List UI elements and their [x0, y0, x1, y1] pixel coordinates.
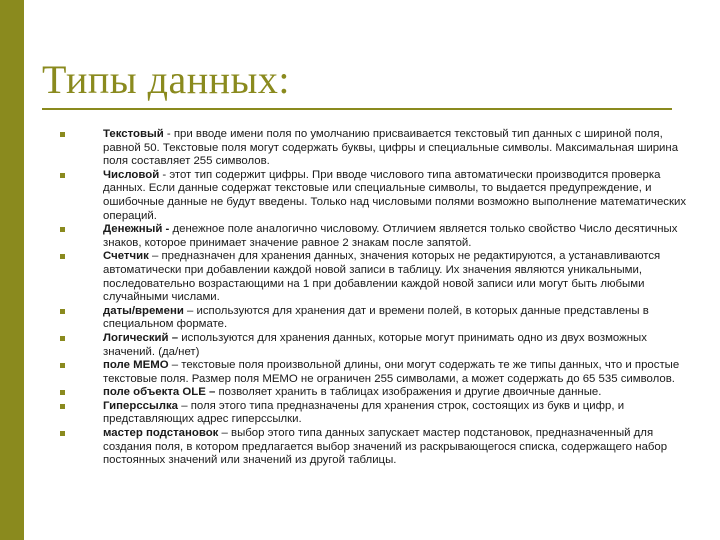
- square-bullet-icon: [60, 227, 65, 232]
- item-description: используются для хранения данных, которые могут принимать одно из двух возможных значений. (да/нет): [103, 331, 647, 358]
- item-term: Логический –: [103, 331, 179, 344]
- item-term: Денежный -: [103, 223, 170, 236]
- list-item-memo: [60, 359, 700, 386]
- square-bullet-icon: [60, 363, 65, 368]
- item-term: мастер подстановок: [103, 427, 219, 440]
- list-item-text: [60, 128, 700, 169]
- item-description: – текстовые поля произвольной длины, они могут содержать те же типы данных, что и простые текстовые поля. Размер поля МЕМО не ограничен 255 символами, а может содержать до 65 535 символов.: [103, 359, 680, 385]
- square-bullet-icon: [60, 132, 65, 137]
- item-description: позволяет хранить в таблицах изображения и другие двоичные данные.: [215, 386, 602, 399]
- square-bullet-icon: [60, 254, 65, 259]
- item-term: Текстовый: [103, 128, 164, 140]
- item-description: – поля этого типа предназначены для хранения строк, состоящих из букв и цифр, и представляющих адрес гиперссылки.: [103, 399, 625, 426]
- item-term: поле МЕМО: [103, 359, 169, 372]
- item-description: - этот тип содержит цифры. При вводе числового типа автоматически производится проверка данных. Если данные содержат текстовые или специальные символы, то выдается предупреждение, и ошибочные данные не будут введены. Только над числовыми полями возможно выполнение математических операций.: [103, 168, 687, 222]
- list-item-datetime: [60, 305, 700, 332]
- list-item-ole: [60, 386, 700, 400]
- list-item-lookup-wizard: [60, 427, 700, 468]
- list-item-number: [60, 169, 700, 223]
- item-description: – используются для хранения дат и времени полей, в которых данные представлены в специальном формате.: [103, 304, 649, 331]
- item-term: Счетчик: [103, 250, 149, 263]
- list-item-currency: [60, 223, 700, 250]
- square-bullet-icon: [60, 390, 65, 395]
- item-term: Гиперссылка: [103, 399, 179, 412]
- list-item-boolean: [60, 332, 700, 359]
- square-bullet-icon: [60, 336, 65, 341]
- item-term: поле объекта OLE –: [103, 386, 216, 399]
- list-item-hyperlink: [60, 400, 700, 427]
- square-bullet-icon: [60, 404, 65, 409]
- square-bullet-icon: [60, 309, 65, 314]
- slide-title: Типы данных:: [42, 57, 291, 102]
- item-description: денежное поле аналогично числовому. Отличием является только свойство Число десятичных знаков, которое принимает значение равное 2 знакам после запятой.: [103, 223, 678, 249]
- item-term: Числовой: [103, 168, 160, 181]
- side-accent-bar: [0, 0, 24, 540]
- title-underline: [42, 108, 672, 110]
- item-description: - при вводе имени поля по умолчанию присваивается текстовый тип данных с шириной поля, равной 50. Текстовые поля могут содержать буквы, цифры и специальные символы. Максимальная ширина поля составляет 255 символов.: [103, 128, 679, 168]
- item-description: – выбор этого типа данных запускает мастер подстановок, предназначенный для создания поля, в котором предлагается выбор значений из раскрывающегося списка, содержащего набор постоянных значений или значений из другой таблицы.: [103, 427, 668, 467]
- item-description: – предназначен для хранения данных, значения которых не редактируются, а устанавливаются автоматически при добавлении каждой новой записи в таблицу. Их значения являются уникальными, последовательно возрастающими на 1 при добавлении каждой новой записи или могут быть любыми случайными числами.: [103, 250, 661, 304]
- square-bullet-icon: [60, 431, 65, 436]
- square-bullet-icon: [60, 173, 65, 178]
- item-term: даты/времени: [103, 304, 184, 317]
- list-item-counter: [60, 250, 700, 304]
- data-types-list: [60, 128, 700, 468]
